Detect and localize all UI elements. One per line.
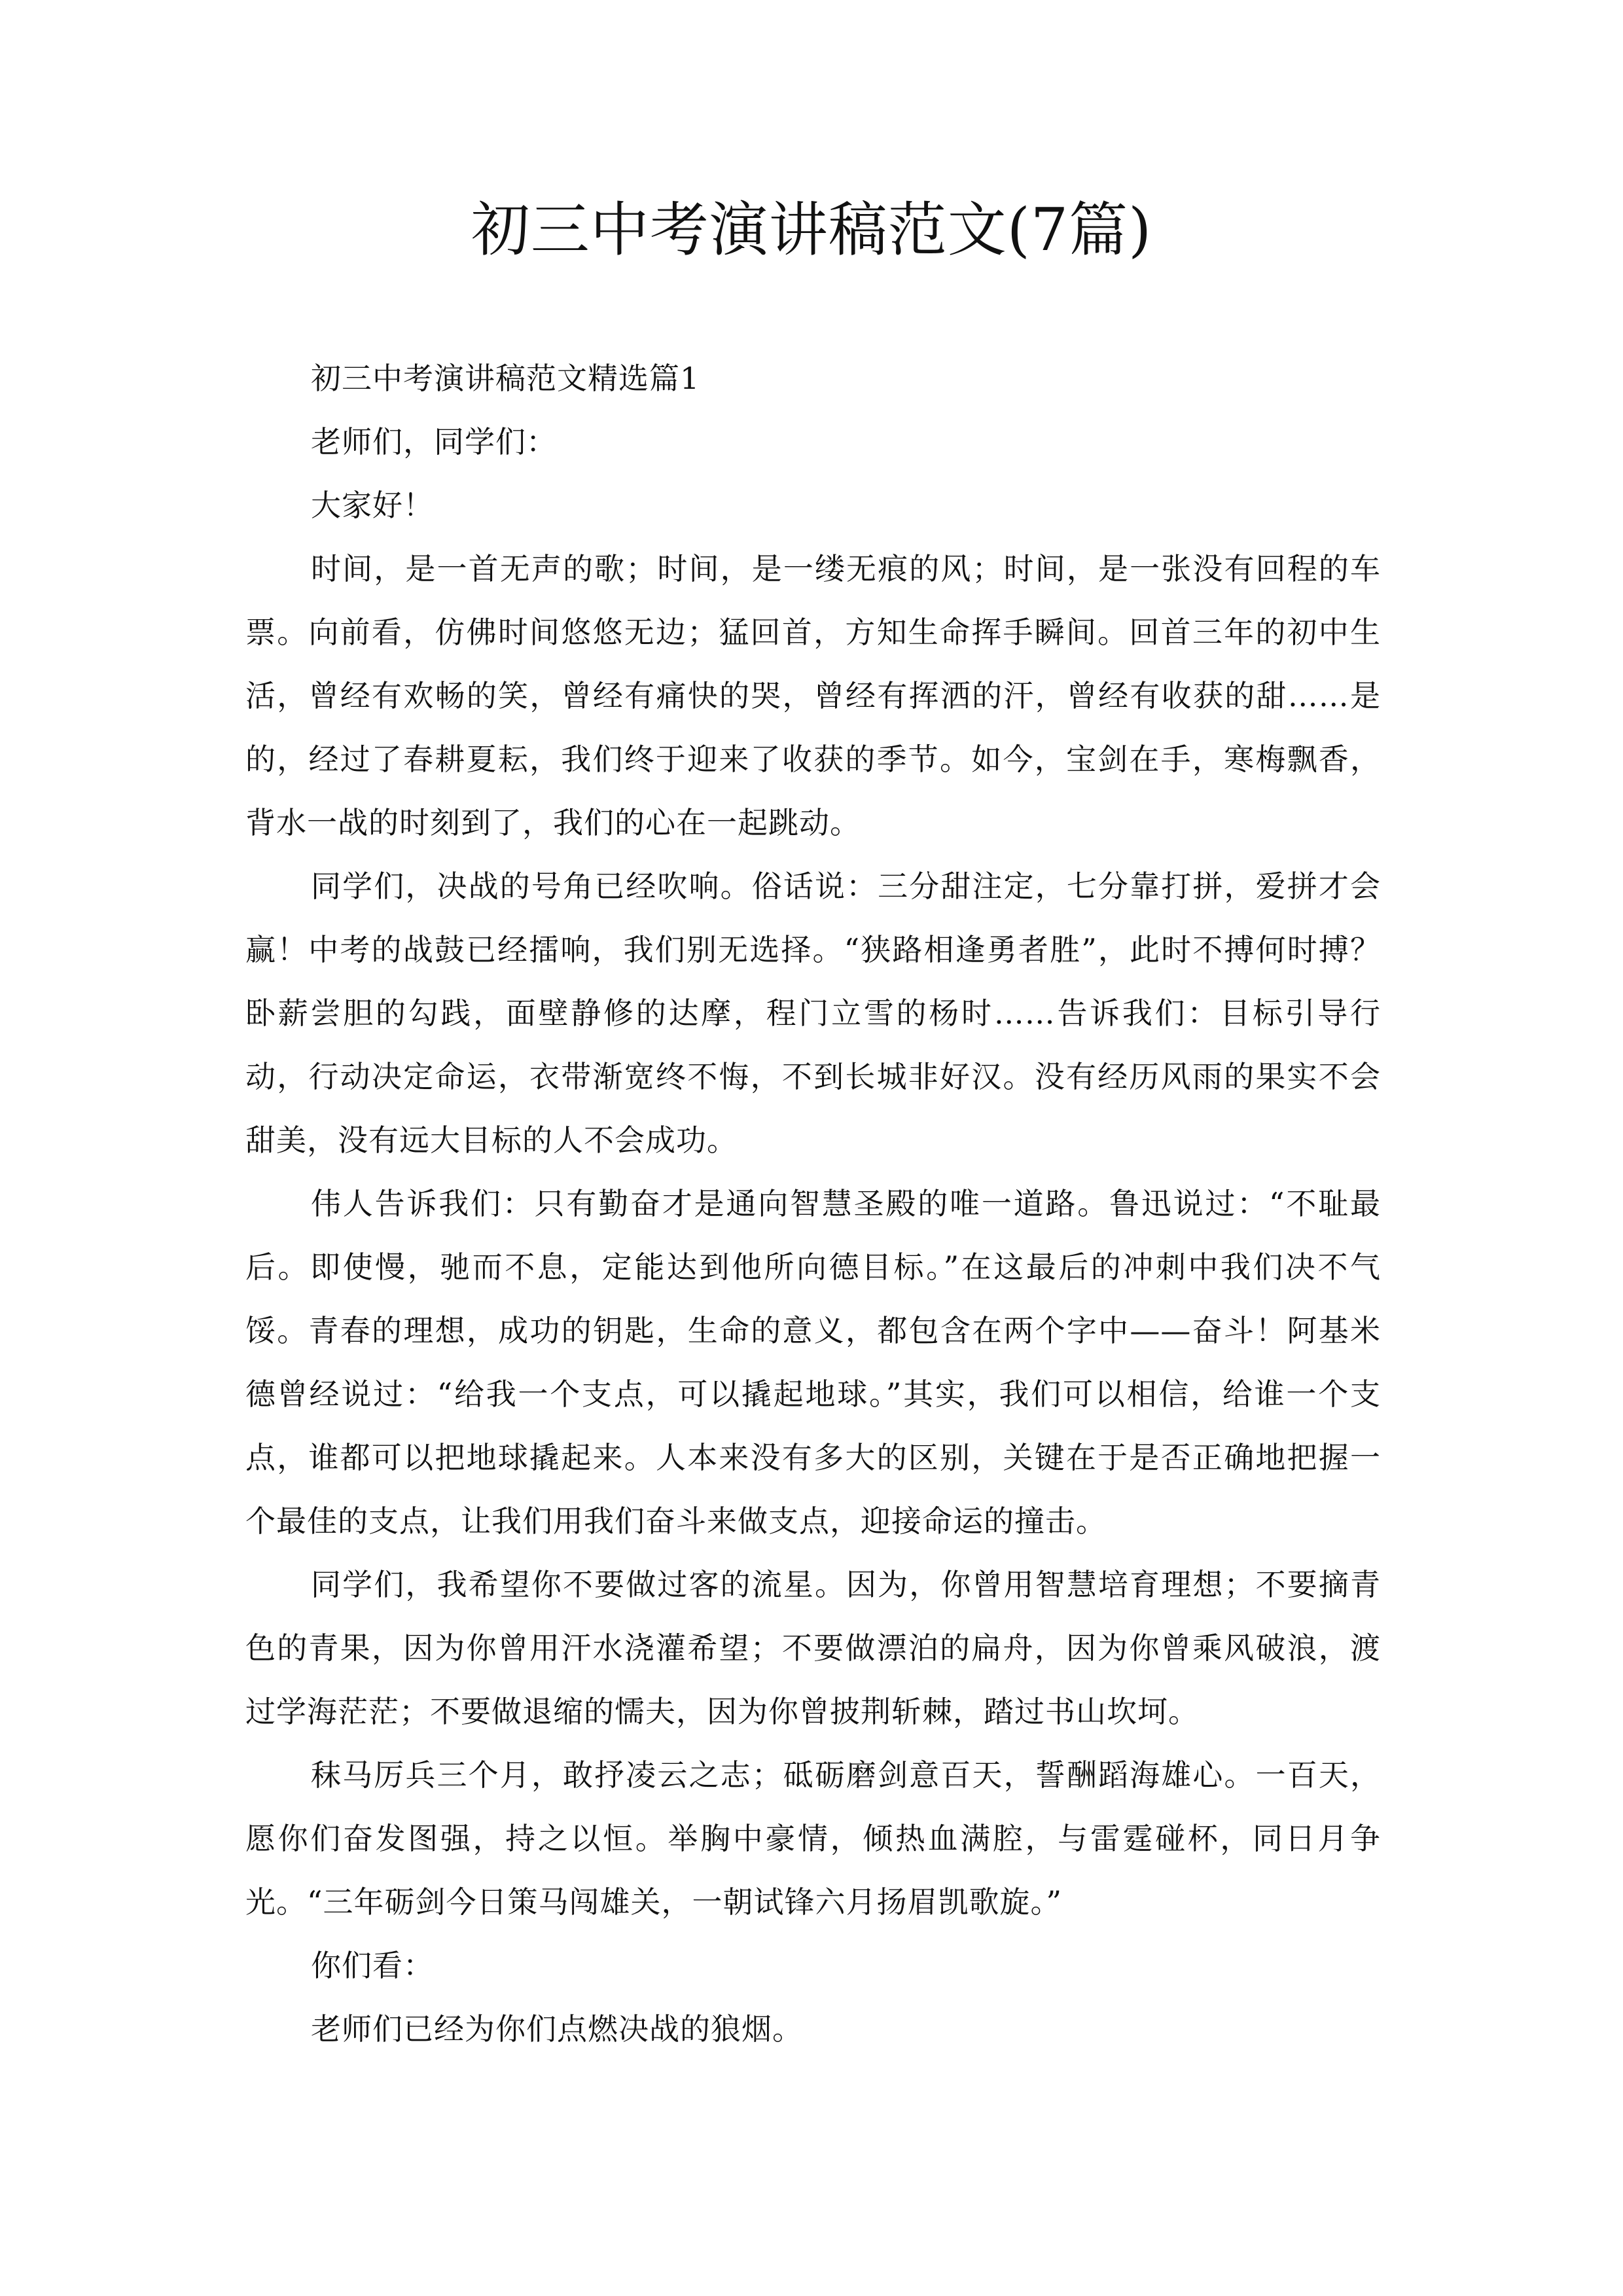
salutation: 老师们，同学们：: [311, 424, 557, 459]
document-title: 初三中考演讲稿范文(7篇): [471, 196, 1152, 264]
paragraph: 同学们，决战的号角已经吹响。俗话说：三分甜注定，七分靠打拼，爱拼才会赢！中考的战鼓已经擂响，我们别无选择。“狭路相逢勇者胜”，此时不搏何时搏？卧薪尝胆的勾践，面壁静修的达摩，程门立雪的杨时……告诉我们：目标引导行动，行动决定命运，衣带渐宽终不悔，不到长城非好汉。没有经历风雨的果实不会甜美，没有远大目标的人不会成功。: [245, 869, 1381, 1158]
paragraph: 老师们已经为你们点燃决战的狼烟。: [311, 2011, 803, 2047]
paragraph: 秣马厉兵三个月，敢抒凌云之志；砥砺磨剑意百天，誓酬蹈海雄心。一百天，愿你们奋发图强，持之以恒。举胸中豪情，倾热血满腔，与雷霆碰杯，同日月争光。“三年砺剑今日策马闯雄关，一朝试锋六月扬眉凯歌旋。”: [245, 1757, 1381, 1920]
paragraph: 你们看：: [311, 1948, 434, 1983]
paragraph: 同学们，我希望你不要做过客的流星。因为，你曾用智慧培育理想；不要摘青色的青果，因为你曾用汗水浇灌希望；不要做漂泊的扁舟，因为你曾乘风破浪，渡过学海茫茫；不要做退缩的懦夫，因为你曾披荆斩棘，踏过书山坎坷。: [245, 1567, 1381, 1729]
document-body: [245, 347, 1381, 2061]
section-heading: 初三中考演讲稿范文精选篇1: [311, 361, 700, 396]
paragraph: 时间，是一首无声的歌；时间，是一缕无痕的风；时间，是一张没有回程的车票。向前看，仿佛时间悠悠无边；猛回首，方知生命挥手瞬间。回首三年的初中生活，曾经有欢畅的笑，曾经有痛快的哭，曾经有挥洒的汗，曾经有收获的甜……是的，经过了春耕夏耘，我们终于迎来了收获的季节。如今，宝剑在手，寒梅飘香，背水一战的时刻到了，我们的心在一起跳动。: [245, 551, 1381, 840]
paragraph: 伟人告诉我们：只有勤奋才是通向智慧圣殿的唯一道路。鲁迅说过：“不耻最后。即使慢，驰而不息，定能达到他所向德目标。”在这最后的冲刺中我们决不气馁。青春的理想，成功的钥匙，生命的意义，都包含在两个字中——奋斗！阿基米德曾经说过：“给我一个支点，可以撬起地球。”其实，我们可以相信，给谁一个支点，谁都可以把地球撬起来。人本来没有多大的区别，关键在于是否正确地把握一个最佳的支点，让我们用我们奋斗来做支点，迎接命运的撞击。: [245, 1186, 1381, 1539]
greeting: 大家好！: [311, 488, 434, 523]
